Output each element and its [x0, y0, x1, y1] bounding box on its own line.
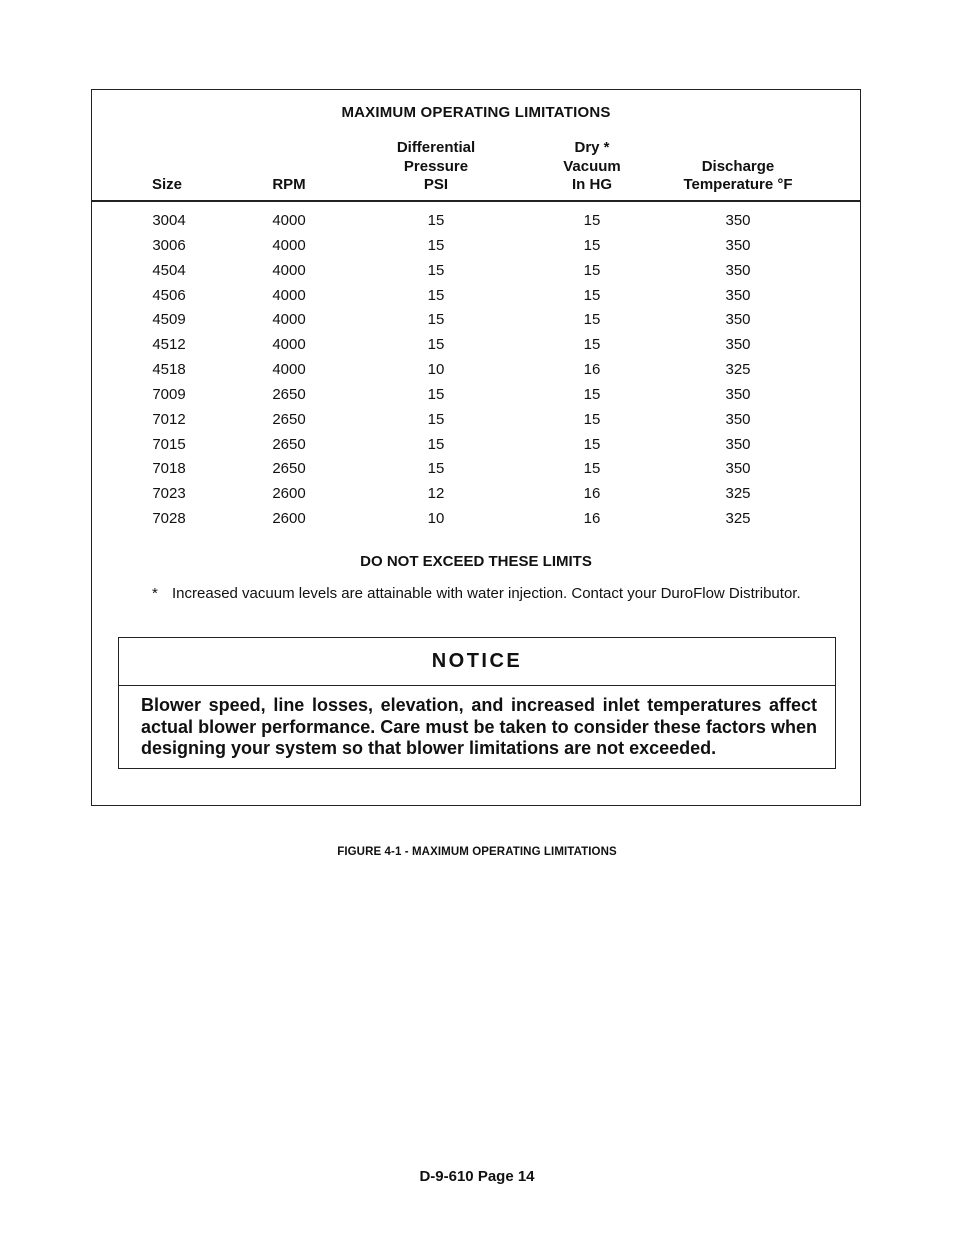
page-footer: D-9-610 Page 14 [419, 1168, 535, 1185]
cell-dp: 15 [427, 385, 445, 403]
header-dp-line-1: Differential [396, 139, 476, 156]
table-row [92, 333, 860, 358]
cell-vac: 15 [583, 212, 601, 229]
cell-vac: 15 [583, 286, 601, 304]
cell-size: 4512 [152, 336, 186, 354]
cell-size: 3006 [152, 236, 186, 254]
header-size-label: Size [151, 176, 182, 193]
cell-vac: 15 [583, 236, 601, 254]
cell-dp: 15 [427, 261, 445, 279]
limitations-frame [91, 89, 861, 806]
cell-dp: 10 [427, 510, 445, 528]
cell-rpm: 2600 [272, 485, 306, 503]
table-row [92, 259, 860, 284]
cell-rpm: 4000 [272, 236, 306, 254]
cell-size: 7009 [152, 385, 186, 403]
cell-vac: 16 [583, 485, 601, 503]
header-size [139, 176, 195, 195]
notice-body: Blower speed, line losses, elevation, and increased inlet temperatures affect actual blower performance. Care must be taken to consider these factors when designing your system so that blower limitations are not exceeded. [141, 695, 817, 758]
cell-rpm: 2650 [272, 385, 306, 403]
header-vac-line-1: Dry * [574, 139, 610, 156]
header-rpm [259, 176, 319, 195]
cell-vac: 16 [583, 510, 601, 528]
cell-temp: 350 [725, 311, 751, 329]
cell-temp: 325 [725, 361, 751, 379]
cell-size: 7012 [152, 410, 186, 428]
cell-dp: 10 [427, 361, 445, 379]
cell-size: 7018 [152, 460, 186, 478]
limits-warning: DO NOT EXCEED THESE LIMITS [360, 553, 592, 570]
cell-temp: 350 [725, 385, 751, 403]
header-temp-line-1: Discharge [701, 157, 775, 175]
cell-vac: 15 [583, 336, 601, 354]
cell-rpm: 4000 [272, 286, 306, 304]
table-row [92, 482, 860, 507]
cell-dp: 15 [427, 460, 445, 478]
cell-rpm: 4000 [272, 336, 306, 354]
cell-size: 3004 [152, 212, 186, 229]
cell-temp: 325 [725, 485, 751, 503]
cell-temp: 350 [725, 261, 751, 279]
cell-dp: 15 [427, 286, 445, 304]
cell-temp: 350 [725, 435, 751, 453]
table-row [92, 308, 860, 333]
header-rpm-label: RPM [272, 176, 306, 193]
cell-size: 4506 [152, 286, 186, 304]
cell-temp: 350 [725, 236, 751, 254]
figure-caption: FIGURE 4-1 - MAXIMUM OPERATING LIMITATIONS [337, 846, 617, 858]
cell-dp: 15 [427, 311, 445, 329]
cell-size: 7028 [152, 510, 186, 528]
cell-dp: 15 [427, 435, 445, 453]
table-row [92, 234, 860, 259]
cell-vac: 15 [583, 435, 601, 453]
cell-temp: 350 [725, 336, 751, 354]
table-row [92, 408, 860, 433]
table-row [92, 358, 860, 383]
cell-dp: 15 [427, 212, 445, 229]
cell-temp: 325 [725, 510, 751, 528]
header-dp-line-3: PSI [423, 176, 449, 193]
cell-rpm: 4000 [272, 311, 306, 329]
table-title: MAXIMUM OPERATING LIMITATIONS [341, 104, 611, 121]
cell-rpm: 2650 [272, 410, 306, 428]
cell-rpm: 4000 [272, 261, 306, 279]
header-dry-vacuum [542, 139, 642, 195]
cell-size: 4518 [152, 361, 186, 379]
table-body [92, 209, 860, 532]
header-divider [92, 200, 860, 202]
cell-temp: 350 [725, 212, 751, 229]
cell-rpm: 2650 [272, 435, 306, 453]
header-discharge-temperature [663, 158, 813, 195]
cell-dp: 15 [427, 336, 445, 354]
table-row [92, 433, 860, 458]
cell-vac: 16 [583, 361, 601, 379]
cell-size: 4509 [152, 311, 186, 329]
cell-rpm: 2650 [272, 460, 306, 478]
notice-box [118, 637, 836, 769]
cell-dp: 15 [427, 236, 445, 254]
table-row [92, 383, 860, 408]
vacuum-footnote [152, 585, 801, 602]
table-row [92, 209, 860, 234]
cell-size: 7023 [152, 485, 186, 503]
header-differential-pressure [376, 139, 496, 195]
cell-dp: 15 [427, 410, 445, 428]
cell-rpm: 4000 [272, 361, 306, 379]
cell-dp: 12 [427, 485, 445, 503]
table-row [92, 457, 860, 482]
cell-vac: 15 [583, 261, 601, 279]
cell-temp: 350 [725, 286, 751, 304]
cell-size: 7015 [152, 435, 186, 453]
cell-rpm: 4000 [272, 212, 306, 229]
cell-temp: 350 [725, 460, 751, 478]
header-vac-line-2: Vacuum [563, 157, 621, 175]
header-dp-line-2: Pressure [403, 157, 469, 175]
cell-rpm: 2600 [272, 510, 306, 528]
footnote-marker: * [152, 585, 158, 602]
cell-vac: 15 [583, 385, 601, 403]
cell-vac: 15 [583, 410, 601, 428]
header-vac-line-3: In HG [572, 176, 612, 193]
cell-size: 4504 [152, 261, 186, 279]
cell-vac: 15 [583, 460, 601, 478]
footnote-text: Increased vacuum levels are attainable with water injection. Contact your DuroFlow Distributor. [172, 585, 801, 602]
table-row [92, 284, 860, 309]
header-temp-line-2: Temperature °F [683, 176, 793, 193]
cell-temp: 350 [725, 410, 751, 428]
notice-heading: NOTICE [119, 638, 835, 686]
cell-vac: 15 [583, 311, 601, 329]
table-row [92, 507, 860, 532]
